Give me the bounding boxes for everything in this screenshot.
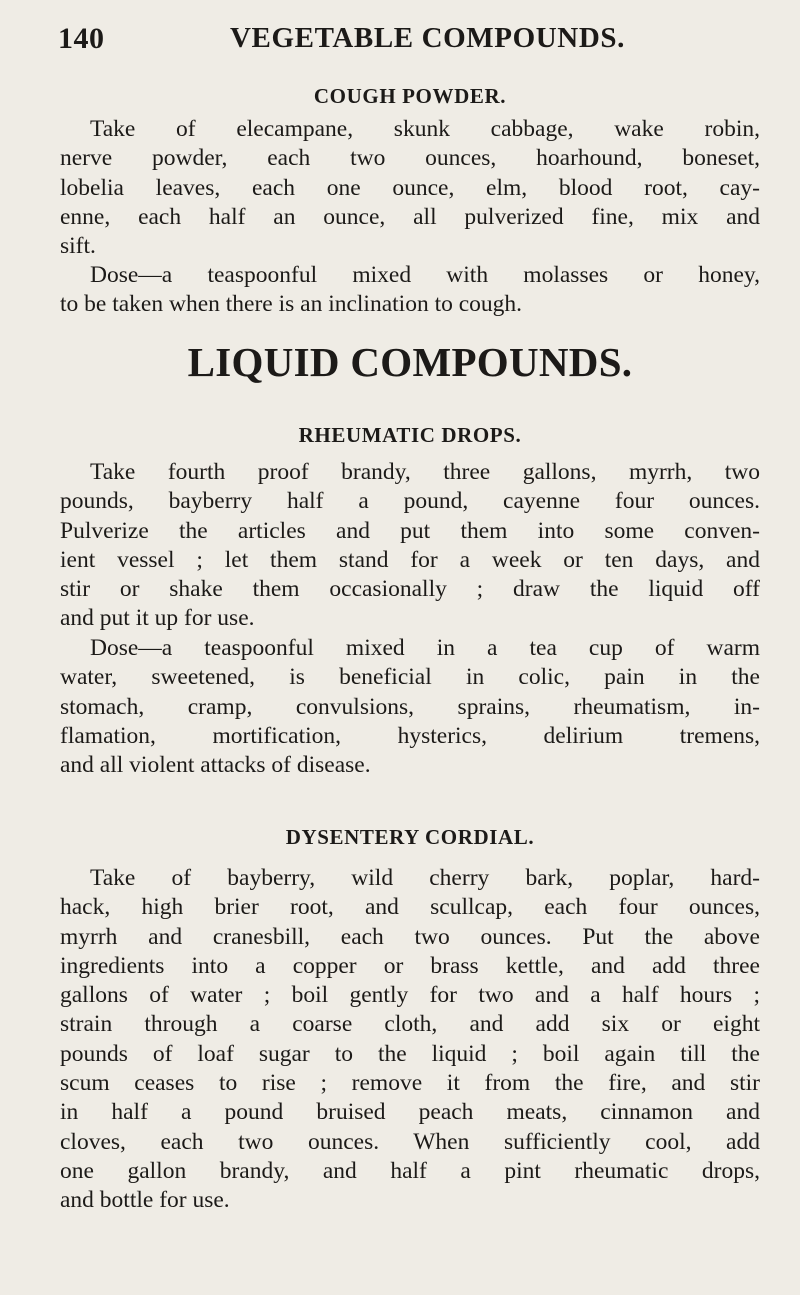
cough-powder-recipe xyxy=(60,115,760,261)
section-title-rheumatic-drops: RHEUMATIC DROPS. xyxy=(298,423,522,447)
text-line: pounds of loaf sugar to the liquid ; boil again till the xyxy=(60,1040,760,1067)
text-line: Take of elecampane, skunk cabbage, wake robin, xyxy=(90,116,760,142)
text-line: ingredients into a copper or brass kettle, and add three xyxy=(60,952,760,979)
text-line: stir or shake them occasionally ; draw the liquid off xyxy=(60,576,760,603)
running-head: VEGETABLE COMPOUNDS. xyxy=(230,22,625,54)
text-line: myrrh and cranesbill, each two ounces. Put the above xyxy=(60,923,760,950)
text-line: enne, each half an ounce, all pulverized fine, mix and xyxy=(60,203,760,230)
text-line: stomach, cramp, convulsions, sprains, rheumatism, in- xyxy=(60,693,760,720)
page-header xyxy=(58,22,758,62)
text-line: sift. xyxy=(60,233,96,260)
text-line: strain through a coarse cloth, and add six or eight xyxy=(60,1011,760,1038)
text-line: gallons of water ; boil gently for two and a half hours ; xyxy=(60,982,760,1009)
rheumatic-drops-dose xyxy=(60,634,760,780)
text-line: to be taken when there is an inclination to cough. xyxy=(60,291,523,318)
text-line: Take of bayberry, wild cherry bark, poplar, hard- xyxy=(90,865,760,891)
text-line: nerve powder, each two ounces, hoarhound, boneset, xyxy=(60,145,760,172)
section-title-liquid-compounds: LIQUID COMPOUNDS. xyxy=(187,339,633,385)
text-line: flamation, mortification, hysterics, delirium tremens, xyxy=(60,722,760,749)
text-line: ient vessel ; let them stand for a week or ten days, and xyxy=(60,546,760,573)
text-line: lobelia leaves, each one ounce, elm, blood root, cay- xyxy=(60,174,760,201)
text-line: Dose—a teaspoonful mixed in a tea cup of warm xyxy=(90,635,760,661)
text-line: Pulverize the articles and put them into some conven- xyxy=(60,517,760,544)
text-line: water, sweetened, is beneficial in colic, pain in the xyxy=(60,664,760,691)
text-line: and all violent attacks of disease. xyxy=(60,752,371,779)
text-line: Dose—a teaspoonful mixed with molasses or honey, xyxy=(90,262,760,288)
text-line: scum ceases to rise ; remove it from the fire, and stir xyxy=(60,1070,760,1097)
text-line: Take fourth proof brandy, three gallons, myrrh, two xyxy=(90,459,760,485)
text-line: hack, high brier root, and scullcap, each four ounces, xyxy=(60,894,760,921)
text-line: and bottle for use. xyxy=(60,1187,230,1214)
rheumatic-drops-recipe xyxy=(60,458,760,634)
page-number: 140 xyxy=(58,22,105,55)
section-title-dysentery-cordial: DYSENTERY CORDIAL. xyxy=(285,825,535,849)
text-line: pounds, bayberry half a pound, cayenne four ounces. xyxy=(60,488,760,515)
dysentery-cordial-recipe xyxy=(60,864,760,1216)
text-line: cloves, each two ounces. When sufficiently cool, add xyxy=(60,1128,760,1155)
text-line: one gallon brandy, and half a pint rheumatic drops, xyxy=(60,1157,760,1184)
cough-powder-dose xyxy=(60,261,760,320)
section-title-cough-powder: COUGH POWDER. xyxy=(313,84,507,108)
text-line: in half a pound bruised peach meats, cinnamon and xyxy=(60,1099,760,1126)
text-line: and put it up for use. xyxy=(60,605,255,632)
